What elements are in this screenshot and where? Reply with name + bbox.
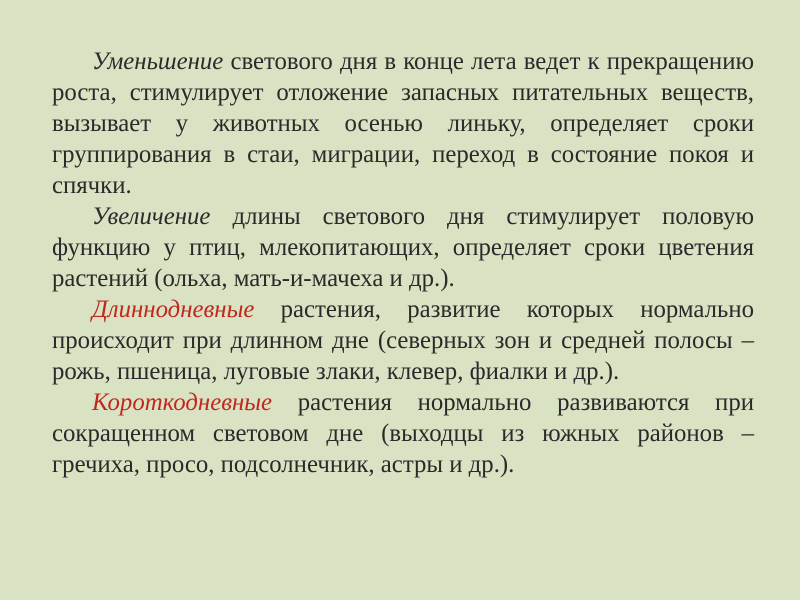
paragraph-day-decrease — [52, 46, 754, 201]
paragraph-text: длины светового дня стимулирует половую функцию у птиц, млекопитающих, определяет сроки цветения растений (ольха, мать-и-мачеха и др.). — [52, 203, 754, 292]
paragraph-text: светового дня в конце лета ведет к прекращению роста, стимулирует отложение запасных питательных веществ, вызывает у животных осенью линьку, определяет сроки группирования в стаи, миграции, переход в состояние покоя и спячки. — [52, 48, 754, 199]
paragraph-day-increase — [52, 201, 754, 294]
term-increase: Увеличение — [92, 203, 211, 230]
term-decrease: Уменьшение — [92, 48, 224, 75]
term-short-day: Короткодневные — [92, 389, 273, 416]
term-long-day: Длиннодневные — [92, 296, 255, 323]
paragraph-long-day-plants — [52, 294, 754, 387]
paragraph-text: растения нормально развиваются при сокращенном световом дне (выходцы из южных районов – гречиха, просо, подсолнечник, астры и др.). — [52, 389, 754, 478]
paragraph-short-day-plants — [52, 387, 754, 480]
paragraph-text: растения, развитие которых нормально происходит при длинном дне (северных зон и средней полосы – рожь, пшеница, луговые злаки, клевер, фиалки и др.). — [52, 296, 754, 385]
